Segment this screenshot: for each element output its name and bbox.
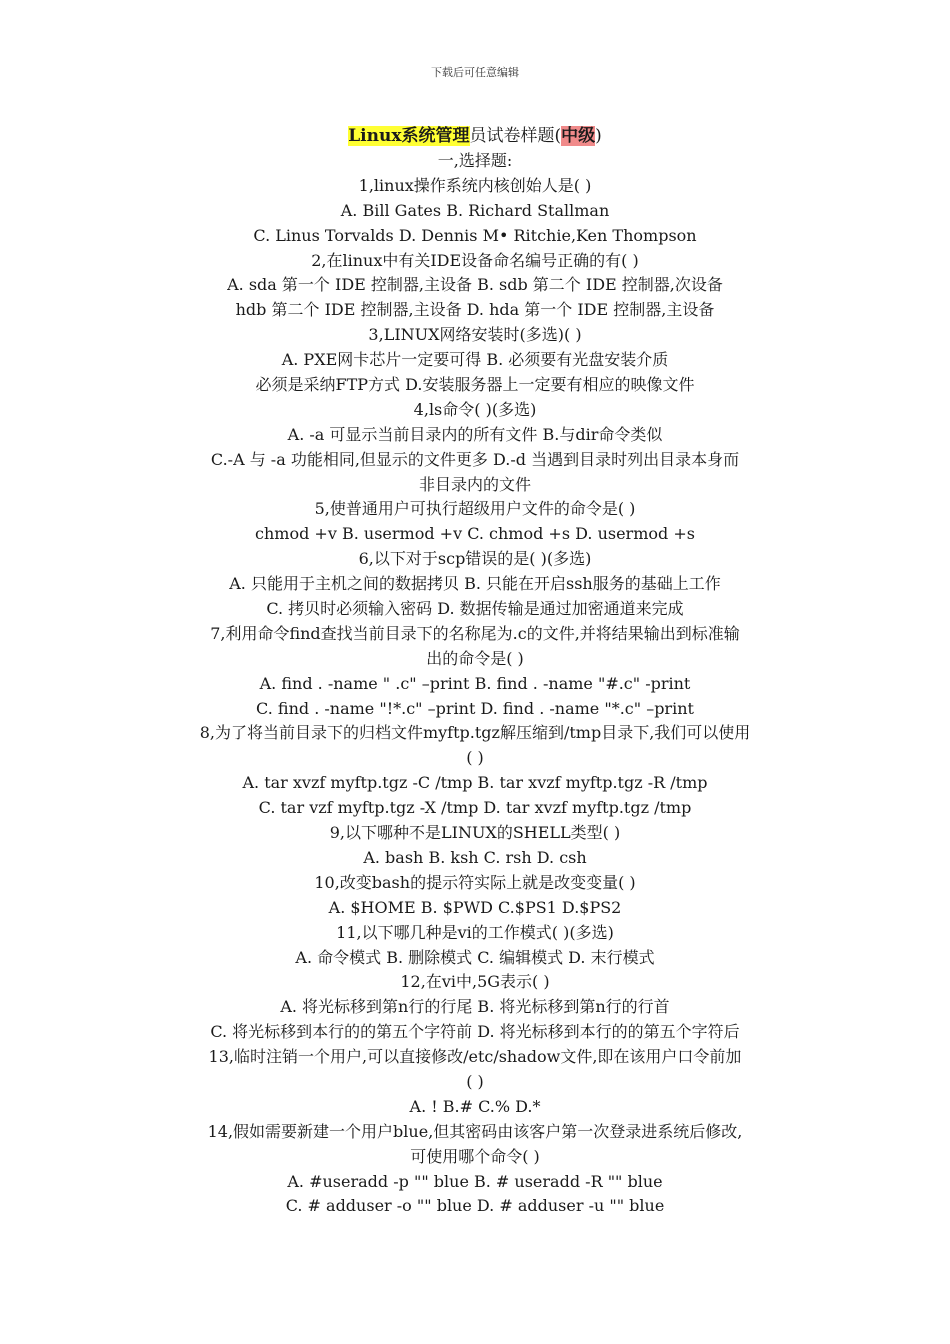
title-close: ) bbox=[595, 126, 602, 146]
text-line: A. ! B.# C.% D.* bbox=[409, 1096, 541, 1116]
text-line: 9,以下哪种不是LINUX的SHELL类型( ) bbox=[329, 823, 621, 843]
text-line: 2,在linux中有关IDE设备命名编号正确的有( ) bbox=[311, 250, 639, 270]
text-line: ( ) bbox=[466, 748, 484, 768]
text-line: A. find . -name " .c" –print B. find . -name "#.c" -print bbox=[259, 673, 691, 693]
text-line: 5,使普通用户可执行超级用户文件的命令是( ) bbox=[314, 499, 636, 519]
text-line: A. -a 可显示当前目录内的所有文件 B.与dir命令类似 bbox=[287, 424, 663, 444]
text-line: C. tar vzf myftp.tgz -X /tmp D. tar xvzf myftp.tgz /tmp bbox=[258, 798, 692, 818]
question-list bbox=[0, 149, 950, 1219]
text-line: 7,利用命令find查找当前目录下的名称尾为.c的文件,并将结果输出到标准输 bbox=[210, 623, 740, 643]
text-line: A. #useradd -p "" blue B. # useradd -R "" blue bbox=[287, 1171, 663, 1191]
text-line: C. 将光标移到本行的的第五个字符前 D. 将光标移到本行的的第五个字符后 bbox=[210, 1022, 740, 1042]
text-line: 必须是采纳FTP方式 D.安装服务器上一定要有相应的映像文件 bbox=[255, 375, 695, 395]
text-line: A. PXE网卡芯片一定要可得 B. 必须要有光盘安装介质 bbox=[281, 350, 669, 370]
page-header-note: 下载后可任意编辑 bbox=[431, 66, 519, 79]
text-line: 出的命令是( ) bbox=[426, 648, 524, 668]
text-line: 4,ls命令( )(多选) bbox=[413, 399, 537, 419]
text-line: 14,假如需要新建一个用户blue,但其密码由该客户第一次登录进系统后修改, bbox=[207, 1121, 743, 1141]
text-line: 3,LINUX网络安装时(多选)( ) bbox=[368, 325, 582, 345]
text-line: C. find . -name "!*.c" –print D. find . -name "*.c" –print bbox=[256, 698, 694, 718]
text-line: 一,选择题: bbox=[437, 151, 513, 170]
text-line: C. 拷贝时必须输入密码 D. 数据传输是通过加密通道来完成 bbox=[266, 599, 684, 619]
text-line: A. 只能用于主机之间的数据拷贝 B. 只能在开启ssh服务的基础上工作 bbox=[229, 574, 721, 594]
text-line: 6,以下对于scp错误的是( )(多选) bbox=[358, 549, 592, 569]
text-line: A. 命令模式 B. 删除模式 C. 编辑模式 D. 末行模式 bbox=[295, 947, 655, 967]
text-line: 13,临时注销一个用户,可以直接修改/etc/shadow文件,即在该用户口令前加 bbox=[208, 1047, 742, 1067]
text-line: 非目录内的文件 bbox=[418, 474, 531, 494]
text-line: C. # adduser -o "" blue D. # adduser -u "" blue bbox=[285, 1196, 665, 1216]
text-line: 8,为了将当前目录下的归档文件myftp.tgz解压缩到/tmp目录下,我们可以使用 bbox=[199, 723, 751, 743]
text-line: A. bash B. ksh C. rsh D. csh bbox=[363, 847, 587, 867]
title-highlight-linux: Linux系统管理 bbox=[348, 126, 470, 146]
text-line: 11,以下哪几种是vi的工作模式( )(多选) bbox=[336, 922, 614, 942]
text-line: 10,改变bash的提示符实际上就是改变变量( ) bbox=[314, 872, 636, 892]
text-line: C. Linus Torvalds D. Dennis M• Ritchie,Ken Thompson bbox=[253, 225, 697, 245]
text-line: C.-A 与 -a 功能相同,但显示的文件更多 D.-d 当遇到目录时列出目录本身而 bbox=[210, 449, 740, 469]
text-line: A. tar xvzf myftp.tgz -C /tmp B. tar xvzf myftp.tgz -R /tmp bbox=[242, 773, 708, 793]
text-line: A. 将光标移到第n行的行尾 B. 将光标移到第n行的行首 bbox=[280, 997, 670, 1017]
text-line: A. Bill Gates B. Richard Stallman bbox=[340, 200, 610, 220]
text-line: 可使用哪个命令( ) bbox=[410, 1146, 540, 1166]
text-line: ( ) bbox=[466, 1071, 484, 1091]
title-highlight-level: 中级 bbox=[561, 126, 596, 146]
text-line: 12,在vi中,5G表示( ) bbox=[400, 972, 550, 992]
text-line: A. sda 第一个 IDE 控制器,主设备 B. sdb 第二个 IDE 控制器,次设备 bbox=[227, 275, 723, 295]
text-line: 1,linux操作系统内核创始人是( ) bbox=[358, 175, 592, 195]
text-line: chmod +v B. usermod +v C. chmod +s D. usermod +s bbox=[255, 524, 695, 544]
document-title bbox=[0, 124, 950, 149]
title-text: 员试卷样题( bbox=[469, 126, 562, 146]
text-line: hdb 第二个 IDE 控制器,主设备 D. hda 第一个 IDE 控制器,主设备 bbox=[235, 300, 715, 320]
text-line: A. $HOME B. $PWD C.$PS1 D.$PS2 bbox=[328, 897, 622, 917]
